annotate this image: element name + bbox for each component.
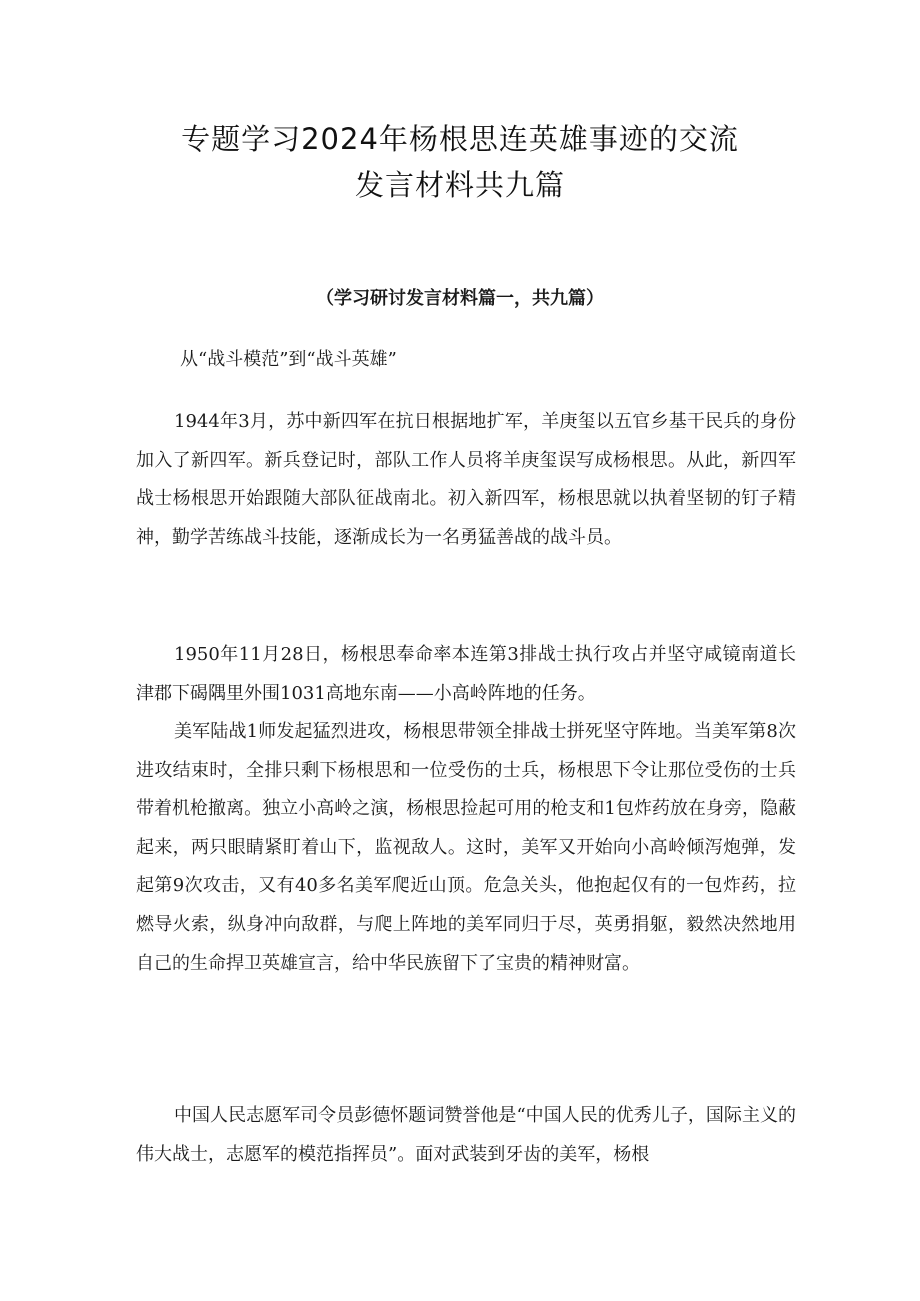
document-subtitle: （学习研讨发言材料篇一，共九篇） xyxy=(316,288,604,309)
document-title-line-1: 专题学习2024年杨根思连英雄事迹的交流 xyxy=(181,122,739,156)
paragraph-4: 中国人民志愿军司令员彭德怀题词赞誉他是“中国人民的优秀儿子，国际主义的伟大战士，志愿军的模范指挥员”。面对武装到牙齿的美军，杨根 xyxy=(136,1105,796,1165)
paragraph-3: 美军陆战1师发起猛烈进攻，杨根思带领全排战士拼死坚守阵地。当美军第8次进攻结束时，全排只剩下杨根思和一位受伤的士兵，杨根思下令让那位受伤的士兵带着机枪撤离。独立小高岭之演，杨根思捡起可用的枪支和1包炸药放在身旁，隐蔽起来，两只眼睛紧盯着山下，监视敌人。这时，美军又开始向小高岭倾泻炮弹，发起第9次攻击，又有40多名美军爬近山顶。危急关头，他抱起仅有的一包炸药，拉燃导火索，纵身冲向敌群，与爬上阵地的美军同归于尽，英勇捐躯，毅然决然地用自己的生命捍卫英雄宣言，给中华民族留下了宝贵的精神财富。 xyxy=(136,721,796,974)
paragraph-1: 1944年3月，苏中新四军在抗日根据地扩军，羊庚玺以五官乡基干民兵的身份加入了新四军。新兵登记时，部队工作人员将羊庚玺误写成杨根思。从此，新四军战士杨根思开始跟随大部队征战南北。初入新四军，杨根思就以执着坚韧的钉子精神，勤学苦练战斗技能，逐渐成长为一名勇猛善战的战斗员。 xyxy=(136,411,796,548)
paragraph-2: 1950年11月28日，杨根思奉命率本连第3排战士执行攻占并坚守咸镜南道长津郡下碣隅里外围1031高地东南——小高岭阵地的任务。 xyxy=(136,644,796,704)
document-title-line-2: 发言材料共九篇 xyxy=(354,168,565,202)
section-heading: 从“战斗模范”到“战斗英雄” xyxy=(180,349,397,370)
